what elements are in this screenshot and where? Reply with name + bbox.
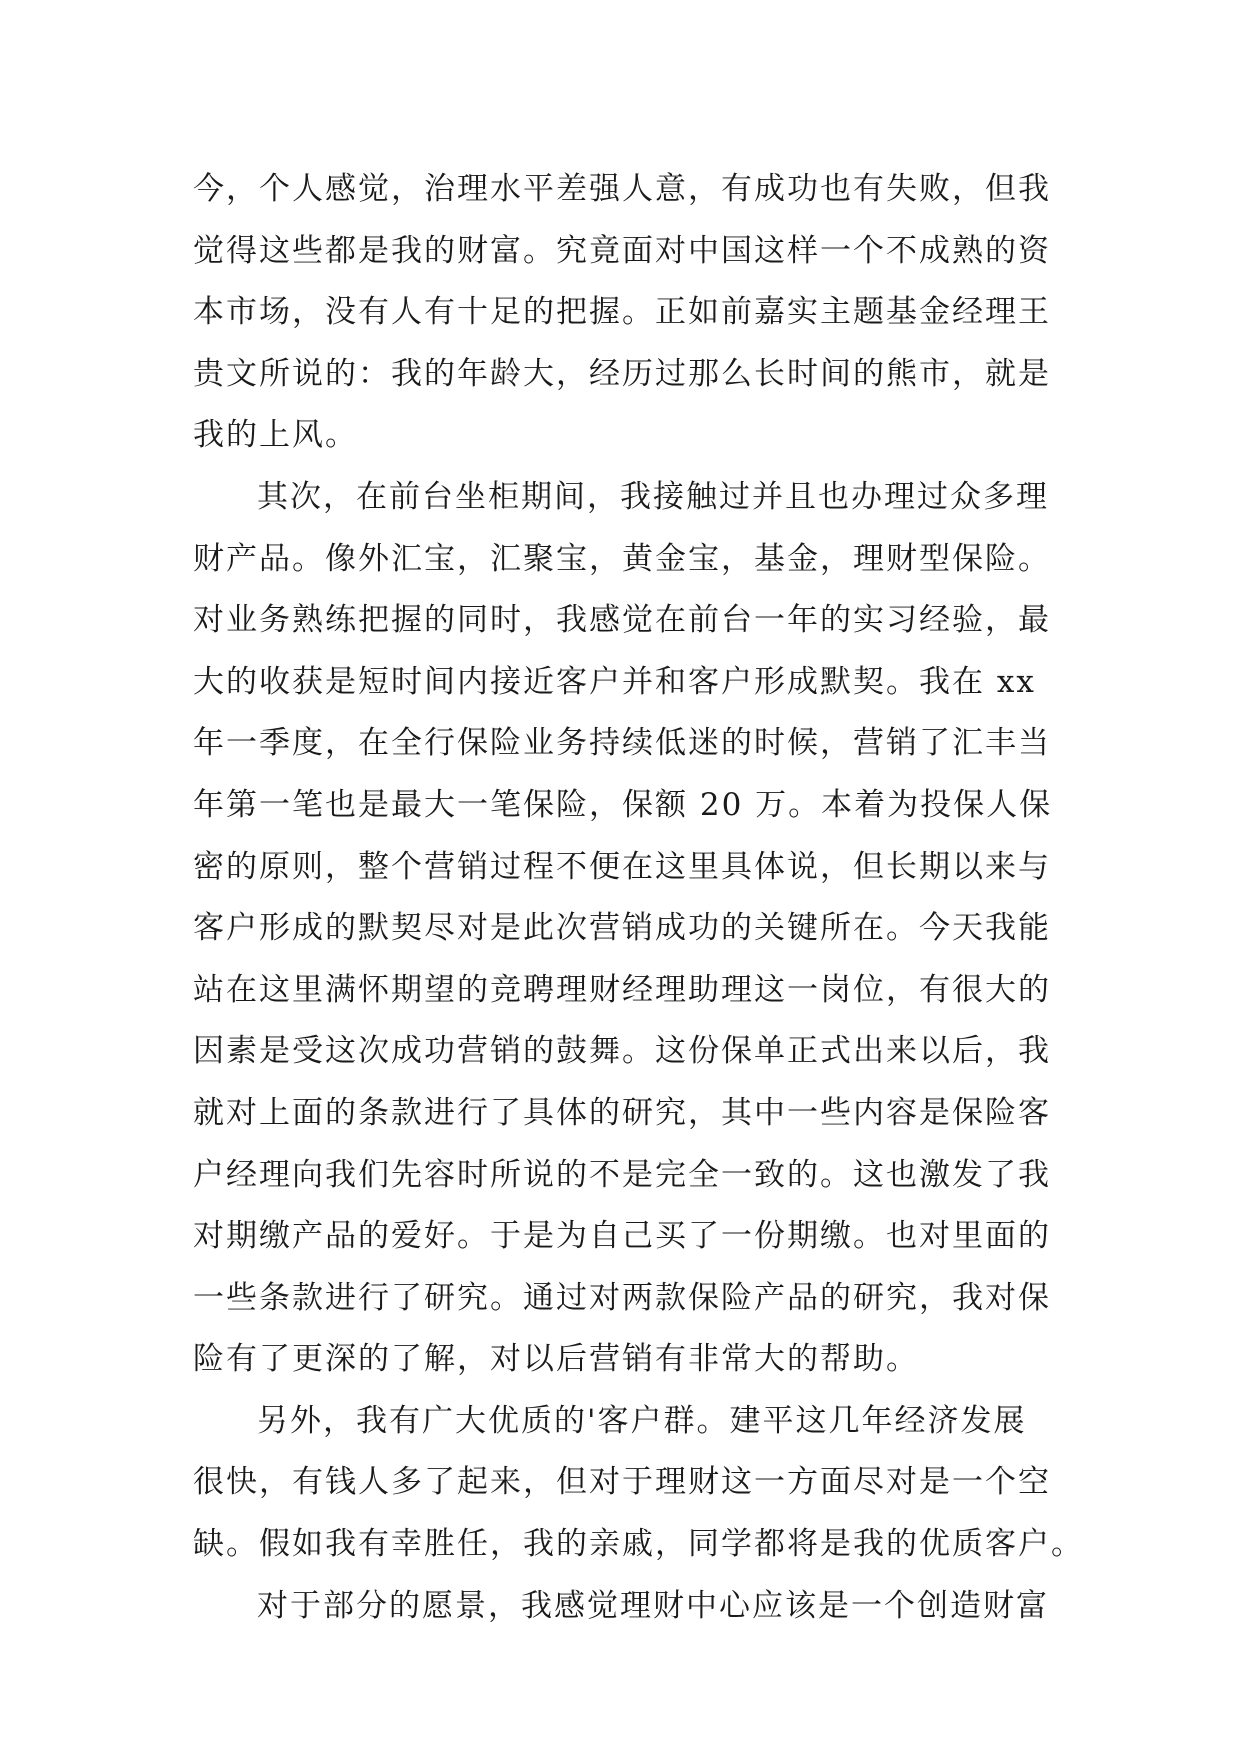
text-line: 觉得这些都是我的财富。究竟面对中国这样一个不成熟的资 [193, 232, 1051, 269]
text-line: 本市场，没有人有十足的把握。正如前嘉实主题基金经理王 [193, 294, 1051, 331]
text-line: 密的原则，整个营销过程不便在这里具体说，但长期以来与 [193, 848, 1051, 885]
paragraph-start-line: 对于部分的愿景，我感觉理财中心应该是一个创造财富 [257, 1587, 1049, 1624]
paragraph-start-line: 其次，在前台坐柜期间，我接触过并且也办理过众多理 [257, 478, 1049, 515]
text-line: 一些条款进行了研究。通过对两款保险产品的研究，我对保 [193, 1279, 1051, 1316]
text-line: 年一季度，在全行保险业务持续低迷的时候，营销了汇丰当 [193, 725, 1051, 762]
text-line: 大的收获是短时间内接近客户并和客户形成默契。我在 xx [193, 663, 1036, 700]
text-line: 贵文所说的：我的年龄大，经历过那么长时间的熊市，就是 [193, 355, 1051, 392]
text-line: 户经理向我们先容时所说的不是完全一致的。这也激发了我 [193, 1156, 1051, 1193]
text-line: 对业务熟练把握的同时，我感觉在前台一年的实习经验，最 [193, 602, 1051, 639]
text-line: 财产品。像外汇宝，汇聚宝，黄金宝，基金，理财型保险。 [193, 540, 1051, 577]
paragraph-start-line: 另外，我有广大优质的'客户群。建平这几年经济发展 [257, 1402, 1027, 1439]
text-line: 年第一笔也是最大一笔保险，保额 20 万。本着为投保人保 [193, 786, 1053, 823]
text-line: 险有了更深的了解，对以后营销有非常大的帮助。 [193, 1341, 919, 1378]
text-line: 很快，有钱人多了起来，但对于理财这一方面尽对是一个空 [193, 1464, 1051, 1501]
text-line: 对期缴产品的爱好。于是为自己买了一份期缴。也对里面的 [193, 1218, 1051, 1255]
text-line: 客户形成的默契尽对是此次营销成功的关键所在。今天我能 [193, 910, 1051, 947]
text-line: 今，个人感觉，治理水平差强人意，有成功也有失败，但我 [193, 171, 1051, 207]
text-line: 我的上风。 [193, 417, 358, 454]
text-line: 因素是受这次成功营销的鼓舞。这份保单正式出来以后，我 [193, 1033, 1051, 1070]
text-line: 站在这里满怀期望的竞聘理财经理助理这一岗位，有很大的 [193, 971, 1051, 1008]
body-text [193, 159, 1084, 1637]
text-line: 就对上面的条款进行了具体的研究，其中一些内容是保险客 [193, 1094, 1051, 1131]
text-line: 缺。假如我有幸胜任，我的亲戚，同学都将是我的优质客户。 [193, 1526, 1084, 1563]
